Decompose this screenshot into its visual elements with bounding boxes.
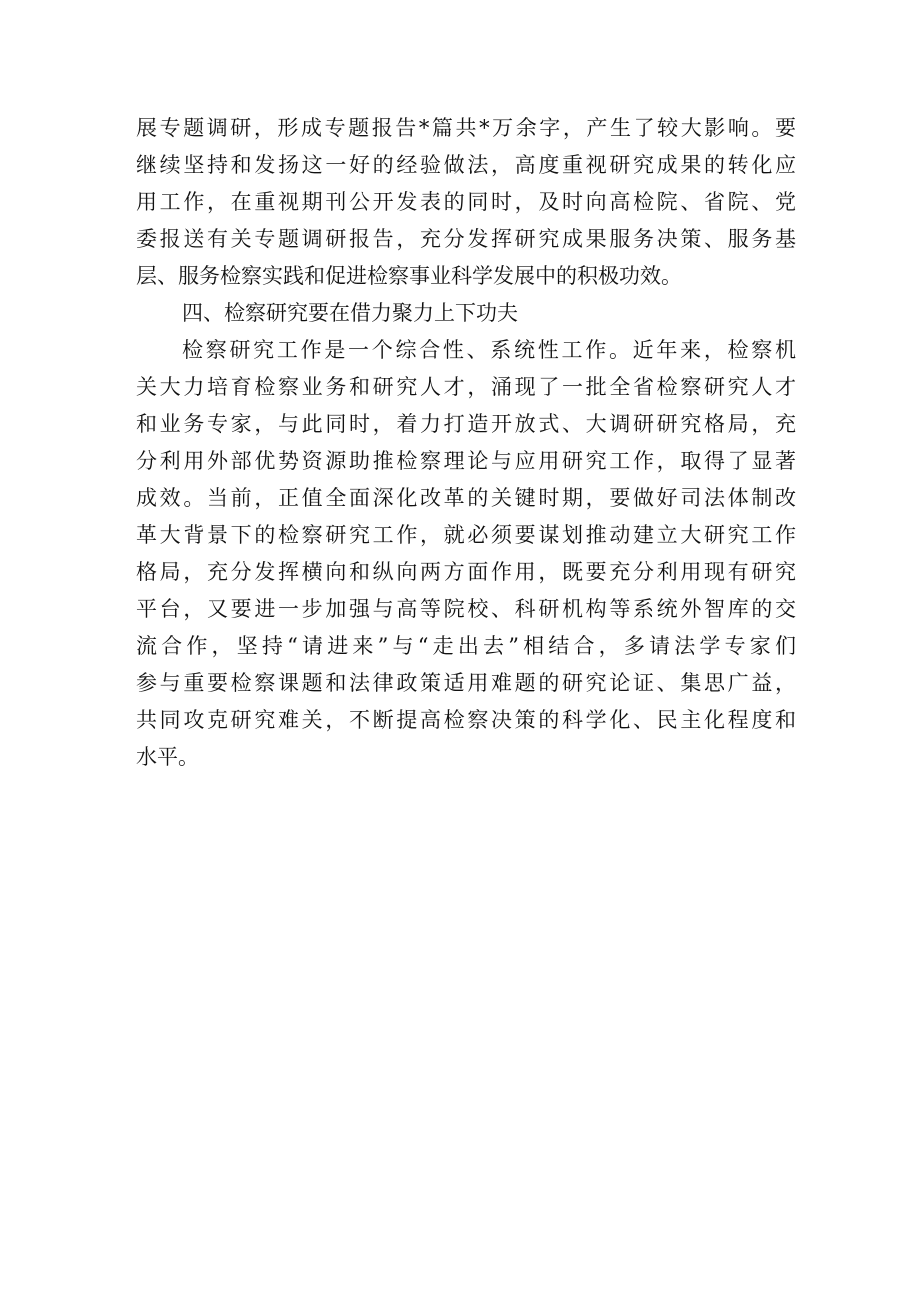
document-body <box>136 110 796 776</box>
paragraph-section-4 <box>136 332 796 776</box>
text-line: 检察研究工作是一个综合性、系统性工作。近年来，检察机 <box>182 338 796 362</box>
text-line: 成效。当前，正值全面深化改革的关键时期，要做好司法体制改 <box>136 486 796 510</box>
text-line: 格局，充分发挥横向和纵向两方面作用，既要充分利用现有研究 <box>136 560 796 584</box>
text-line: 共同攻克研究难关，不断提高检察决策的科学化、民主化程度和 <box>136 708 796 732</box>
text-line: 用工作，在重视期刊公开发表的同时，及时向高检院、省院、党 <box>136 190 796 214</box>
text-line: 关大力培育检察业务和研究人才，涌现了一批全省检察研究人才 <box>136 375 796 399</box>
paragraph-continuation <box>136 110 796 295</box>
text-line: 革大背景下的检察研究工作，就必须要谋划推动建立大研究工作 <box>136 523 796 547</box>
text-line: 和业务专家，与此同时，着力打造开放式、大调研研究格局，充 <box>136 412 796 436</box>
text-line: 委报送有关专题调研报告，充分发挥研究成果服务决策、服务基 <box>136 227 796 251</box>
text-line: 分利用外部优势资源助推检察理论与应用研究工作，取得了显著 <box>136 449 796 473</box>
text-line: 继续坚持和发扬这一好的经验做法，高度重视研究成果的转化应 <box>136 153 796 177</box>
text-line: 流合作，坚持“请进来”与“走出去”相结合，多请法学专家们 <box>136 634 796 658</box>
section-heading: 四、检察研究要在借力聚力上下功夫 <box>182 301 518 325</box>
text-line: 层、服务检察实践和促进检察事业科学发展中的积极功效。 <box>136 264 682 288</box>
text-line: 展专题调研，形成专题报告*篇共*万余字，产生了较大影响。要 <box>136 116 796 140</box>
text-line: 平台，又要进一步加强与高等院校、科研机构等系统外智库的交 <box>136 597 796 621</box>
text-line: 参与重要检察课题和法律政策适用难题的研究论证、集思广益， <box>136 671 796 695</box>
text-line: 水平。 <box>136 745 199 769</box>
